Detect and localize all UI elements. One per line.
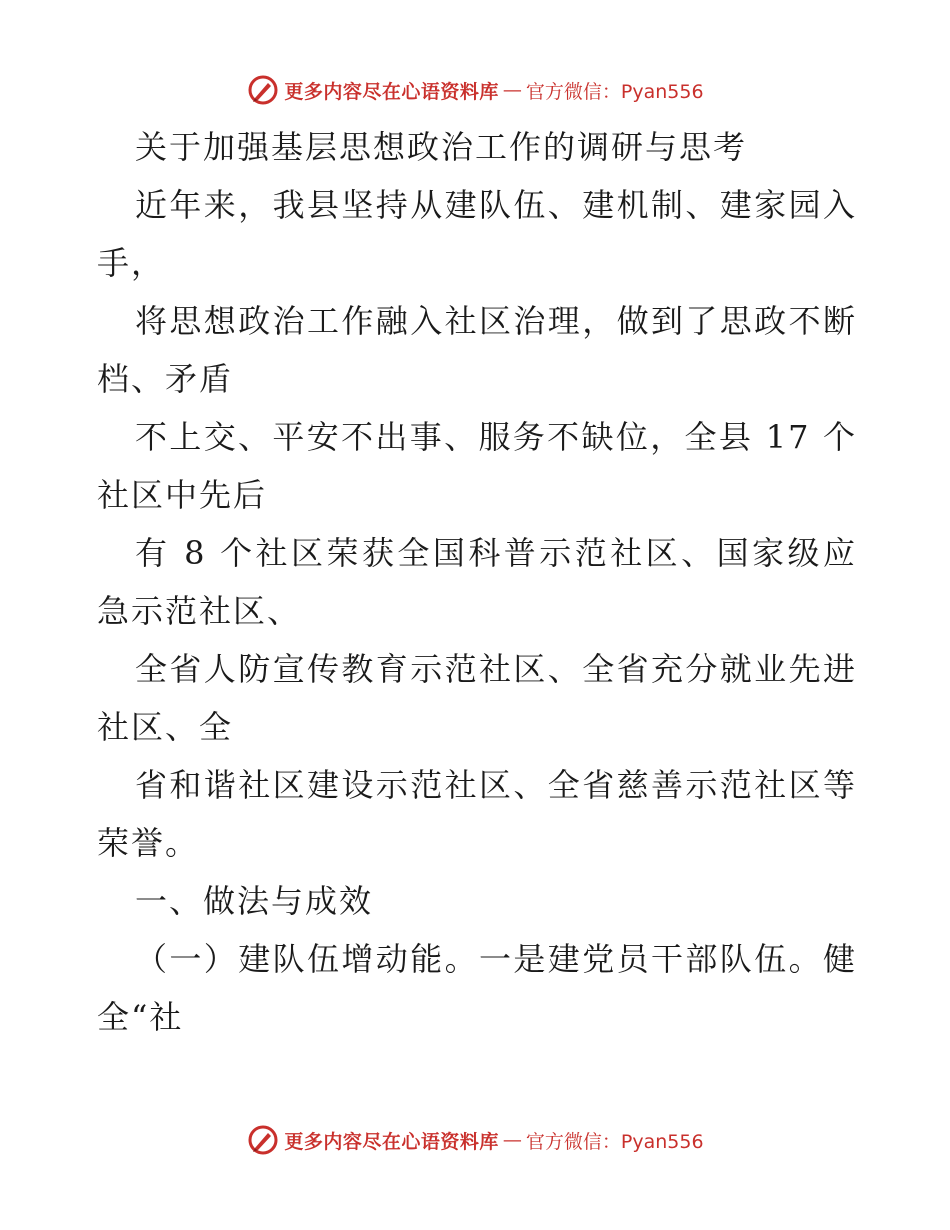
watermark-brand — [246, 1123, 703, 1157]
paragraph: 全省人防宣传教育示范社区、全省充分就业先进社区、全 — [97, 650, 857, 746]
paragraph: 将思想政治工作融入社区治理，做到了思政不断档、矛盾 — [97, 302, 857, 398]
section-heading: 一、做法与成效 — [135, 882, 374, 920]
document-body — [97, 118, 857, 1046]
watermark-wechat: 官方微信：Pyan556 — [525, 80, 704, 103]
pen-logo-icon — [246, 1123, 280, 1157]
document-title: 关于加强基层思想政治工作的调研与思考 — [135, 128, 748, 166]
paragraph: 近年来，我县坚持从建队伍、建机制、建家园入手， — [97, 186, 857, 282]
watermark-separator: — — [502, 79, 522, 101]
paragraph: 省和谐社区建设示范社区、全省慈善示范社区等荣誉。 — [97, 766, 857, 862]
watermark-wechat: 官方微信：Pyan556 — [525, 1130, 704, 1153]
pen-logo-icon — [246, 73, 280, 107]
watermark-brand — [246, 73, 703, 107]
paragraph: 有 8 个社区荣获全国科普示范社区、国家级应急示范社区、 — [97, 534, 857, 630]
paragraph: 不上交、平安不出事、服务不缺位，全县 17 个社区中先后 — [97, 418, 857, 514]
watermark-separator: — — [502, 1129, 522, 1151]
paragraph: （一）建队伍增动能。一是建党员干部队伍。健全“社 — [97, 940, 857, 1036]
watermark-brand-text: 更多内容尽在心语资料库 — [284, 1130, 499, 1153]
watermark-brand-text: 更多内容尽在心语资料库 — [284, 80, 499, 103]
watermark-header — [0, 70, 950, 110]
watermark-footer — [0, 1120, 950, 1160]
